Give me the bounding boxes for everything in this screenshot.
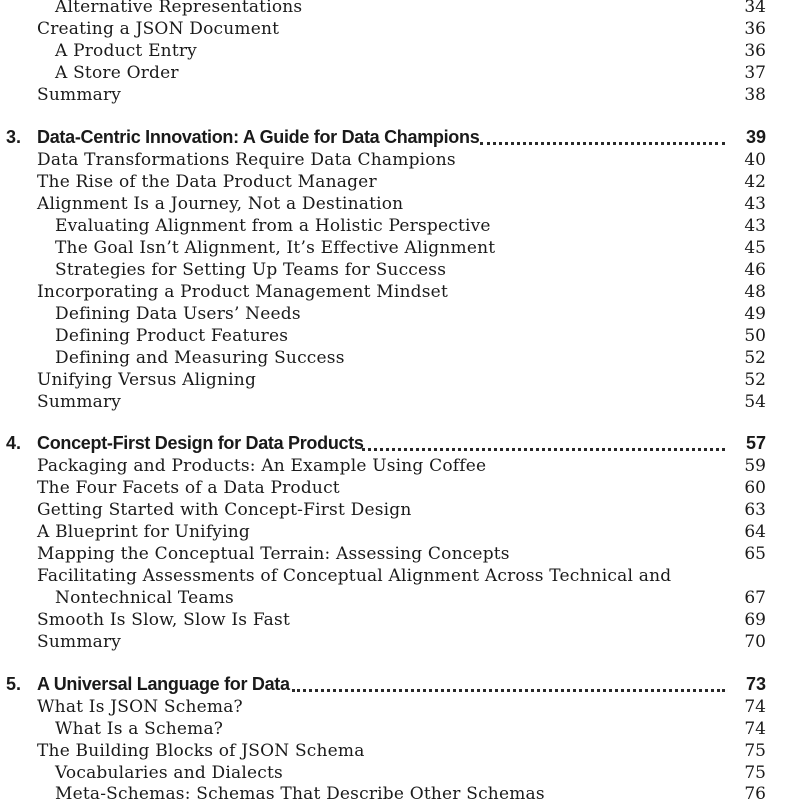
chapter-heading[interactable] <box>0 433 800 455</box>
toc-entry-title: Alternative Representations <box>55 0 303 17</box>
toc-entry-title: Evaluating Alignment from a Holistic Perspective <box>55 216 491 236</box>
toc-entry-page: 38 <box>744 85 766 105</box>
toc-entry-page: 34 <box>744 0 766 17</box>
toc-entry[interactable] <box>0 456 800 478</box>
toc-entry-page: 59 <box>744 456 766 476</box>
toc-entry-page: 36 <box>744 19 766 39</box>
toc-entry-page: 70 <box>744 632 766 652</box>
toc-entry[interactable] <box>0 282 800 304</box>
toc-entry[interactable] <box>0 500 800 522</box>
toc-entry[interactable] <box>0 544 800 566</box>
toc-entry-title: Summary <box>37 85 122 105</box>
toc-entry-page: 74 <box>744 697 766 717</box>
toc-entry-title: Data Transformations Require Data Champions <box>37 150 456 170</box>
toc-entry-title: Getting Started with Concept-First Design <box>37 500 412 520</box>
toc-entry-page: 48 <box>744 282 766 302</box>
toc-entry-title: A Blueprint for Unifying <box>37 522 250 542</box>
leader-dots <box>362 440 725 451</box>
chapter-heading[interactable] <box>0 127 800 149</box>
toc-entry[interactable] <box>0 260 800 282</box>
toc-entry-title: Creating a JSON Document <box>37 19 280 39</box>
toc-entry-title: Alignment Is a Journey, Not a Destination <box>37 194 404 214</box>
toc-entry-page: 75 <box>744 741 766 761</box>
toc-entry-page: 65 <box>744 544 766 564</box>
leader-dots <box>480 134 725 145</box>
toc-entry-title: Incorporating a Product Management Mindset <box>37 282 448 302</box>
toc-entry-page: 52 <box>744 370 766 390</box>
chapter-heading[interactable] <box>0 674 800 696</box>
toc-entry-page: 45 <box>744 238 766 258</box>
toc-entry-page: 46 <box>744 260 766 280</box>
toc-entry-title: Defining Product Features <box>55 326 289 346</box>
toc-entry-page: 43 <box>744 216 766 236</box>
toc-entry-page: 76 <box>744 784 766 800</box>
toc-entry-title: Mapping the Conceptual Terrain: Assessing Concepts <box>37 544 510 564</box>
toc-entry-page: 50 <box>744 326 766 346</box>
toc-entry-page: 63 <box>744 500 766 520</box>
toc-entry-title: The Goal Isn’t Alignment, It’s Effective Alignment <box>55 238 496 258</box>
toc-entry-page: 54 <box>744 392 766 412</box>
toc-entry-title: Strategies for Setting Up Teams for Success <box>55 260 447 280</box>
toc-entry[interactable] <box>0 588 800 610</box>
toc-entry-page: 40 <box>744 150 766 170</box>
toc-entry-title: Packaging and Products: An Example Using Coffee <box>37 456 487 476</box>
chapter-number: 5. <box>6 674 22 694</box>
chapter-page: 73 <box>745 674 766 694</box>
toc-entry-title: A Store Order <box>55 63 179 83</box>
toc-entry-title: A Product Entry <box>55 41 197 61</box>
toc-entry[interactable] <box>0 172 800 194</box>
toc-entry-title: Summary <box>37 392 122 412</box>
chapter-number: 4. <box>6 433 22 453</box>
toc-entry-title: Defining and Measuring Success <box>55 348 345 368</box>
toc-entry-page: 52 <box>744 348 766 368</box>
toc-entry[interactable] <box>0 194 800 216</box>
toc-entry[interactable] <box>0 326 800 348</box>
toc-entry <box>0 19 800 41</box>
toc-entry-page: 49 <box>744 304 766 324</box>
toc-entry-title: Vocabularies and Dialects <box>55 763 283 783</box>
toc-entry[interactable] <box>0 566 800 588</box>
toc-entry-page: 60 <box>744 478 766 498</box>
toc-entry[interactable] <box>0 216 800 238</box>
toc-entry <box>0 41 800 63</box>
toc-entry[interactable] <box>0 632 800 654</box>
toc-entry-title: The Building Blocks of JSON Schema <box>37 741 365 761</box>
toc-entry-title: Meta-Schemas: Schemas That Describe Other Schemas <box>55 784 545 800</box>
toc-entry-title: What Is a Schema? <box>55 719 224 739</box>
toc-entry[interactable] <box>0 741 800 763</box>
toc-entry[interactable] <box>0 392 800 414</box>
toc-entry-page: 74 <box>744 719 766 739</box>
toc-entry-page: 42 <box>744 172 766 192</box>
toc-entry <box>0 85 800 107</box>
toc-entry[interactable] <box>0 348 800 370</box>
toc-entry-title: The Rise of the Data Product Manager <box>37 172 377 192</box>
toc-entry[interactable] <box>0 763 800 785</box>
toc-entry-page: 69 <box>744 610 766 630</box>
toc-entry-page: 64 <box>744 522 766 542</box>
toc-entry-page: 67 <box>744 588 766 608</box>
toc-entry[interactable] <box>0 150 800 172</box>
toc-entry[interactable] <box>0 370 800 392</box>
toc-entry-title: The Four Facets of a Data Product <box>37 478 340 498</box>
chapter-page: 39 <box>745 127 766 147</box>
toc-entry-page: 36 <box>744 41 766 61</box>
toc-entry-title: Nontechnical Teams <box>55 588 234 608</box>
chapter-title: Concept-First Design for Data Products <box>37 433 364 453</box>
toc-entry <box>0 63 800 85</box>
toc-entry[interactable] <box>0 697 800 719</box>
chapter-title: A Universal Language for Data <box>37 674 290 694</box>
chapter-number: 3. <box>6 127 22 147</box>
toc-entry-title: Summary <box>37 632 122 652</box>
toc-entry[interactable] <box>0 784 800 800</box>
leader-dots <box>292 681 725 692</box>
chapter-page: 57 <box>745 433 766 453</box>
toc-entry[interactable] <box>0 304 800 326</box>
chapter-title: Data-Centric Innovation: A Guide for Data Champions <box>37 127 480 147</box>
toc-entry-title: Defining Data Users’ Needs <box>55 304 301 324</box>
toc-entry[interactable] <box>0 610 800 632</box>
toc-entry-title: Facilitating Assessments of Conceptual Alignment Across Technical and <box>37 566 672 586</box>
toc-entry[interactable] <box>0 238 800 260</box>
toc-entry-title: What Is JSON Schema? <box>37 697 243 717</box>
toc-entry <box>0 0 800 19</box>
toc-entry[interactable] <box>0 522 800 544</box>
toc-entry-page: 75 <box>744 763 766 783</box>
toc-entry-title: Unifying Versus Aligning <box>37 370 257 390</box>
toc-entry-page: 43 <box>744 194 766 214</box>
toc-entry-page: 37 <box>744 63 766 83</box>
toc-entry[interactable] <box>0 478 800 500</box>
toc-entry[interactable] <box>0 719 800 741</box>
toc-entry-title: Smooth Is Slow, Slow Is Fast <box>37 610 290 630</box>
